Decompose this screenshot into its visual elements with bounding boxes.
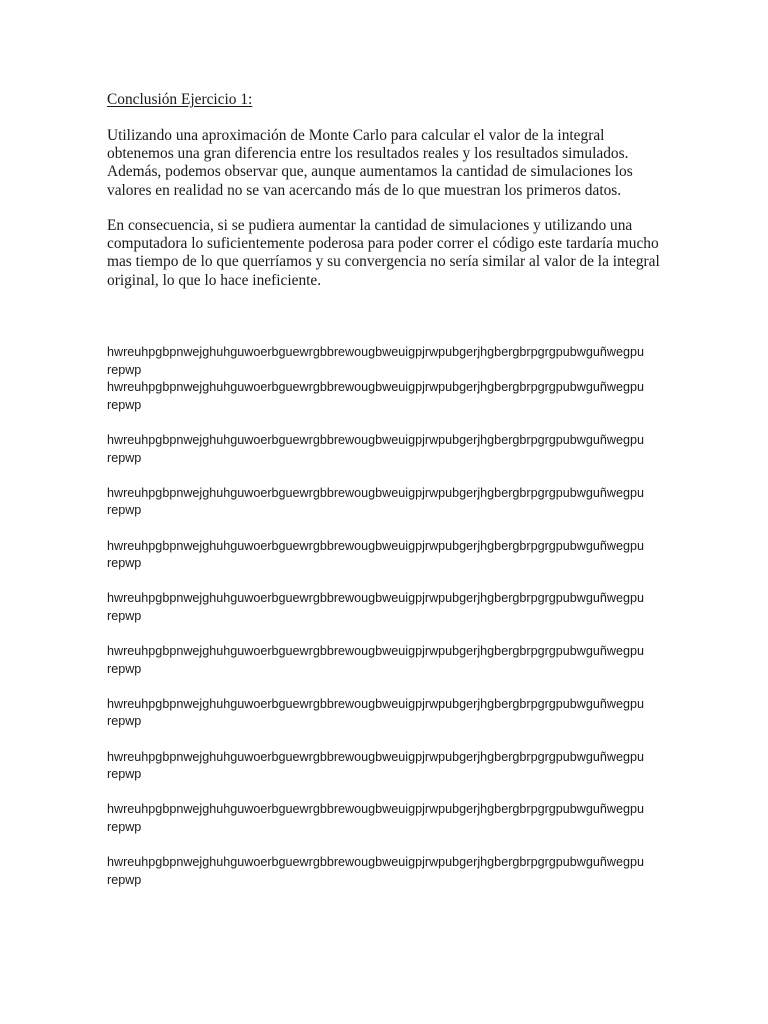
filler-text-entry	[107, 379, 707, 414]
paragraph-line: Además, podemos observar que, aunque aumentamos la cantidad de simulaciones los	[107, 163, 633, 181]
section-heading: Conclusión Ejercicio 1:	[107, 91, 253, 108]
filler-text-entry	[107, 344, 707, 379]
filler-line: repwp	[107, 714, 142, 729]
filler-line: hwreuhpgbpnwejghuhguwoerbguewrgbbrewougbweuigpjrwpubgerjhgbergbrpgrgpubwguñwegpu	[107, 591, 645, 606]
filler-line: repwp	[107, 362, 142, 377]
filler-line: repwp	[107, 661, 142, 676]
filler-line: hwreuhpgbpnwejghuhguwoerbguewrgbbrewougbweuigpjrwpubgerjhgbergbrpgrgpubwguñwegpu	[107, 749, 645, 764]
paragraph-line: valores en realidad no se van acercando más de lo que muestran los primeros datos.	[107, 181, 622, 199]
filler-text-entry	[107, 643, 707, 678]
filler-line: hwreuhpgbpnwejghuhguwoerbguewrgbbrewougbweuigpjrwpubgerjhgbergbrpgrgpubwguñwegpu	[107, 380, 645, 395]
filler-line: hwreuhpgbpnwejghuhguwoerbguewrgbbrewougbweuigpjrwpubgerjhgbergbrpgrgpubwguñwegpu	[107, 432, 645, 447]
filler-line: hwreuhpgbpnwejghuhguwoerbguewrgbbrewougbweuigpjrwpubgerjhgbergbrpgrgpubwguñwegpu	[107, 802, 645, 817]
filler-line: hwreuhpgbpnwejghuhguwoerbguewrgbbrewougbweuigpjrwpubgerjhgbergbrpgrgpubwguñwegpu	[107, 644, 645, 659]
filler-line: repwp	[107, 872, 142, 887]
filler-text-entry	[107, 432, 707, 467]
filler-line: repwp	[107, 767, 142, 782]
filler-text-entry	[107, 854, 707, 889]
filler-text-entry	[107, 485, 707, 520]
filler-line: repwp	[107, 608, 142, 623]
filler-line: repwp	[107, 450, 142, 465]
conclusion-paragraph-2	[107, 217, 667, 290]
filler-line: repwp	[107, 556, 142, 571]
filler-text-entry	[107, 749, 707, 784]
filler-line: repwp	[107, 397, 142, 412]
paragraph-line: mas tiempo de lo que querríamos y su convergencia no sería similar al valor de la integral	[107, 253, 660, 271]
paragraph-line: original, lo que lo hace ineficiente.	[107, 271, 322, 289]
filler-line: repwp	[107, 820, 142, 835]
filler-line: hwreuhpgbpnwejghuhguwoerbguewrgbbrewougbweuigpjrwpubgerjhgbergbrpgrgpubwguñwegpu	[107, 855, 645, 870]
filler-text-entry	[107, 801, 707, 836]
filler-line: hwreuhpgbpnwejghuhguwoerbguewrgbbrewougbweuigpjrwpubgerjhgbergbrpgrgpubwguñwegpu	[107, 538, 645, 553]
paragraph-line: Utilizando una aproximación de Monte Carlo para calcular el valor de la integral	[107, 127, 605, 144]
paragraph-line: obtenemos una gran diferencia entre los resultados reales y los resultados simulados.	[107, 145, 629, 163]
filler-text-entry	[107, 538, 707, 573]
filler-line: repwp	[107, 503, 142, 518]
filler-text-entry	[107, 590, 707, 625]
paragraph-line: computadora lo suficientemente poderosa para poder correr el código este tardaría mucho	[107, 235, 659, 253]
filler-line: hwreuhpgbpnwejghuhguwoerbguewrgbbrewougbweuigpjrwpubgerjhgbergbrpgrgpubwguñwegpu	[107, 345, 645, 359]
filler-line: hwreuhpgbpnwejghuhguwoerbguewrgbbrewougbweuigpjrwpubgerjhgbergbrpgrgpubwguñwegpu	[107, 485, 645, 500]
filler-text-entry	[107, 696, 707, 731]
conclusion-paragraph-1	[107, 127, 667, 200]
filler-line: hwreuhpgbpnwejghuhguwoerbguewrgbbrewougbweuigpjrwpubgerjhgbergbrpgrgpubwguñwegpu	[107, 696, 645, 711]
filler-text-list	[107, 344, 707, 889]
paragraph-line: En consecuencia, si se pudiera aumentar la cantidad de simulaciones y utilizando una	[107, 217, 633, 234]
